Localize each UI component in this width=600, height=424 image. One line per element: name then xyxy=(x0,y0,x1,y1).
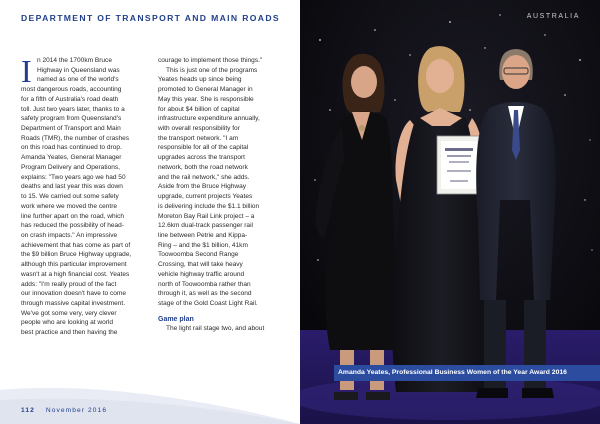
article-line: safety program from Queensland's xyxy=(21,115,122,123)
page-number: 112 xyxy=(21,407,35,414)
article-line: courage to implement those things." xyxy=(158,57,263,64)
article-line: line further apart on the road, which xyxy=(21,212,124,220)
article-line: adds: "I'm really proud of the fact xyxy=(21,280,117,288)
article-line: We've got some very, very clever xyxy=(21,309,117,317)
drop-cap: I xyxy=(21,53,32,89)
article-line: Ring – and the $1 billion, 41km xyxy=(158,241,248,249)
article-column-2 xyxy=(158,56,292,334)
article-line: The light rail stage two, and about xyxy=(166,325,265,333)
article-line: although this particular improvement xyxy=(21,261,127,269)
article-line: Program Delivery and Operations, xyxy=(21,163,120,171)
article-line: through it, as well as the second xyxy=(158,290,252,298)
article-line: Crossing, that will take heavy xyxy=(158,261,243,269)
department-header: DEPARTMENT OF TRANSPORT AND MAIN ROADS xyxy=(21,13,280,23)
photo-caption: Amanda Yeates, Professional Business Women of the Year Award 2016 xyxy=(338,369,567,376)
article-line: best practice and then having the xyxy=(21,329,118,337)
article-line: through massive capital investment. xyxy=(21,299,126,307)
article-line: Moreton Bay Rail Link project – a xyxy=(158,212,255,220)
article-line: Toowoomba Second Range xyxy=(158,251,239,259)
award-photo xyxy=(300,0,600,424)
article-line: wasn't at a high financial cost. Yeates xyxy=(21,270,130,278)
article-line: responsible for all of the capital xyxy=(158,144,249,152)
article-line: is delivering include the $1.1 billion xyxy=(158,202,260,210)
article-line: people who are looking at world xyxy=(21,319,114,327)
article-line: toll. Just two years later, thanks to a xyxy=(21,105,125,113)
footer-swoosh xyxy=(0,384,300,424)
article-line: upgrades across the transport xyxy=(158,154,245,162)
article-line: Aside from the Bruce Highway xyxy=(158,183,247,191)
article-line: Department of Transport and Main xyxy=(21,125,121,133)
award-certificate xyxy=(437,136,481,194)
article-line: infrastructure expenditure annually, xyxy=(158,115,260,123)
article-line: deaths and last year this was down xyxy=(21,183,123,191)
article-line: n 2014 the 1700km Bruce xyxy=(37,57,112,64)
article-line: This is just one of the programs xyxy=(166,66,258,74)
article-line: the $9 billion Bruce Highway upgrade, xyxy=(21,251,132,259)
article-line: work where we moved the centre xyxy=(21,202,118,210)
article-line: Yeates heads up since being xyxy=(158,76,242,84)
brand-label: AUSTRALIA xyxy=(526,13,580,20)
article-line: most dangerous roads, accounting xyxy=(21,86,122,94)
article-line: promoted to General Manager in xyxy=(158,86,253,94)
article-line: upgrade, current projects Yeates xyxy=(158,193,253,201)
article-line: our innovation doesn't have to come xyxy=(21,290,126,298)
article-line: north of Toowoomba rather than xyxy=(158,280,251,288)
article-line: network, both the road network xyxy=(158,163,248,171)
article-line: line between Petrie and Kippa- xyxy=(158,231,248,239)
article-line: named as one of the world's xyxy=(37,76,119,84)
article-line: for about $4 billion of capital xyxy=(158,105,240,113)
article-line: with overall responsibility for xyxy=(158,125,240,133)
page-footer xyxy=(21,407,107,414)
section-heading: Game plan xyxy=(158,315,194,323)
article-column-1 xyxy=(21,53,151,338)
article-line: for a fifth of Australia's road death xyxy=(21,95,119,103)
article-line: Roads (TMR), the number of crashes xyxy=(21,134,130,142)
article-line: 12.6km dual-track passenger rail xyxy=(158,222,253,230)
article-line: Amanda Yeates, General Manager xyxy=(21,154,122,162)
article-line: explains: "Two years ago we had 50 xyxy=(21,173,126,181)
article-line: achievement that has come as part of xyxy=(21,241,131,249)
article-line: and the rail network," she adds. xyxy=(158,173,250,181)
article-line: the transport network. "I am xyxy=(158,134,239,142)
article-line: on this road has continued to drop. xyxy=(21,144,122,152)
photo-illustration xyxy=(300,0,600,424)
article-line: stage of the Gold Coast Light Rail. xyxy=(158,299,258,307)
article-line: vehicle highway traffic around xyxy=(158,270,245,278)
issue-date: November 2016 xyxy=(45,407,108,414)
article-line: May this year. She is responsible xyxy=(158,95,254,103)
article-line: to 15. We carried out some safety xyxy=(21,193,119,201)
article-line: Highway in Queensland was xyxy=(37,66,120,74)
article-line: has reduced the possibility of head- xyxy=(21,222,124,230)
article-line: on crash impacts." An impressive xyxy=(21,231,118,239)
